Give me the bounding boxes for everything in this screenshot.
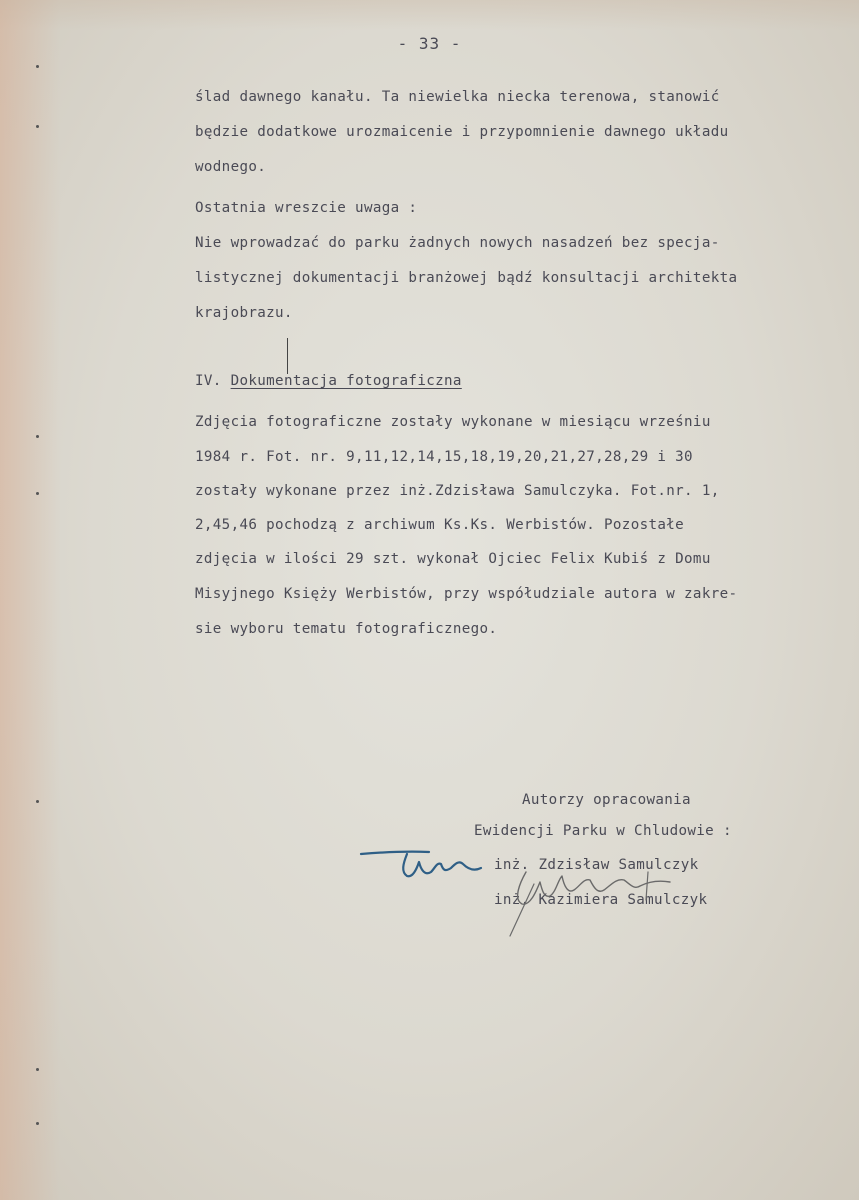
- author-name: inż. Zdzisław Samulczyk: [494, 857, 699, 873]
- section-title: Dokumentacja fotograficzna: [230, 373, 462, 389]
- binding-hole-mark: [36, 65, 39, 68]
- binding-hole-mark: [36, 435, 39, 438]
- text-line: Zdjęcia fotograficzne zostały wykonane w miesiącu wrześniu: [195, 414, 711, 430]
- text-line: zostały wykonane przez inż.Zdzisława Samulczyka. Fot.nr. 1,: [195, 483, 720, 499]
- text-line: 2,45,46 pochodzą z archiwum Ks.Ks. Werbistów. Pozostałe: [195, 517, 685, 533]
- text-line: sie wyboru tematu fotograficznego.: [195, 621, 498, 637]
- author-name: inż. Kazimiera Samulczyk: [494, 892, 708, 908]
- text-line: Nie wprowadzać do parku żadnych nowych nasadzeń bez specja-: [195, 235, 720, 251]
- text-line: krajobrazu.: [195, 305, 293, 321]
- binding-hole-mark: [36, 1068, 39, 1071]
- paper-top-shading: [0, 0, 859, 30]
- binding-hole-mark: [36, 125, 39, 128]
- text-line: 1984 r. Fot. nr. 9,11,12,14,15,18,19,20,21,27,28,29 i 30: [195, 449, 693, 465]
- paper-edge-shading: [0, 0, 60, 1200]
- handwritten-signature-pencil: [500, 860, 700, 940]
- section-heading: [195, 374, 462, 388]
- section-number: IV.: [195, 373, 222, 389]
- authors-subheading: Ewidencji Parku w Chludowie :: [474, 823, 732, 839]
- text-line: zdjęcia w ilości 29 szt. wykonał Ojciec Felix Kubiś z Domu: [195, 551, 711, 567]
- handwritten-signature-blue: [355, 838, 495, 888]
- text-line: wodnego.: [195, 159, 267, 175]
- remark-lead: Ostatnia wreszcie uwaga :: [195, 200, 418, 216]
- binding-hole-mark: [36, 800, 39, 803]
- page-number: - 33 -: [397, 34, 462, 53]
- authors-heading: Autorzy opracowania: [522, 792, 691, 808]
- text-line: Misyjnego Księży Werbistów, przy współudziale autora w zakre-: [195, 586, 738, 602]
- text-line: ślad dawnego kanału. Ta niewielka niecka terenowa, stanowić: [195, 89, 720, 105]
- text-line: będzie dodatkowe urozmaicenie i przypomnienie dawnego układu: [195, 124, 729, 140]
- pencil-mark: [287, 338, 288, 374]
- binding-hole-mark: [36, 492, 39, 495]
- text-line: listycznej dokumentacji branżowej bądź konsultacji architekta: [195, 270, 738, 286]
- binding-hole-mark: [36, 1122, 39, 1125]
